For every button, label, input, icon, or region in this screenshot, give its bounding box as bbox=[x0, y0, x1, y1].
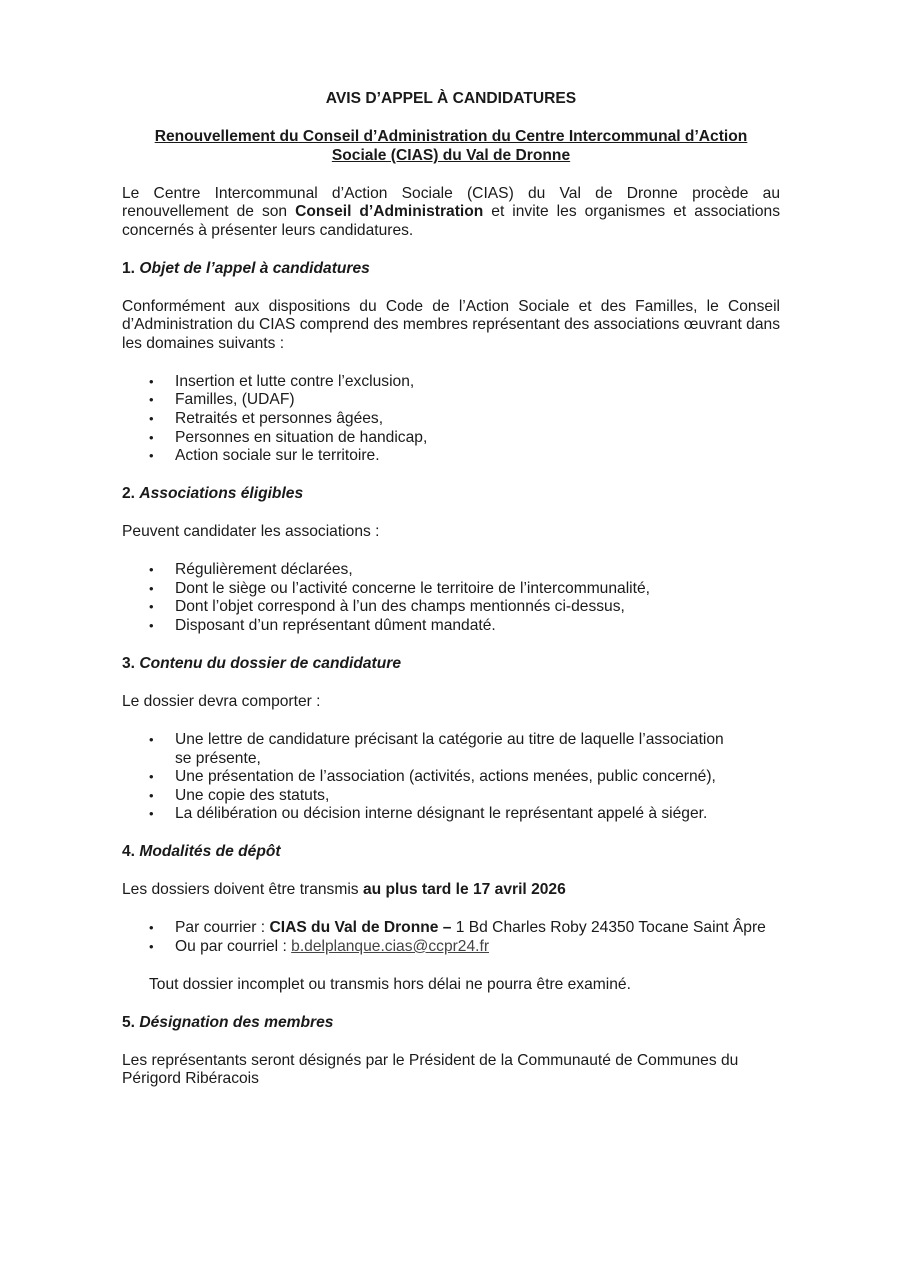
section-2-list bbox=[122, 561, 780, 635]
submission-methods bbox=[122, 919, 780, 956]
section-title: Contenu du dossier de candidature bbox=[139, 654, 402, 672]
intro-text-end: et invite les organismes et associations concernés à présenter leurs candidatures. bbox=[122, 203, 780, 239]
list-item: • Une copie des statuts, bbox=[122, 787, 780, 806]
section-1-heading bbox=[122, 260, 780, 279]
mail-address: 1 Bd Charles Roby 24350 Tocane Saint Âpre bbox=[455, 919, 766, 937]
section-3-text: Le dossier devra comporter : bbox=[122, 692, 321, 710]
section-number: 1. bbox=[122, 259, 140, 277]
section-3-heading bbox=[122, 655, 780, 674]
section-number: 3. bbox=[122, 654, 140, 672]
section-number: 5. bbox=[122, 1013, 140, 1031]
list-item: • Personnes en situation de handicap, bbox=[122, 429, 780, 448]
email-label: Ou par courriel : bbox=[175, 937, 292, 955]
list-item: • Dont l’objet correspond à l’un des champs mentionnés ci-dessus, bbox=[122, 598, 780, 617]
list-item: • Une lettre de candidature précisant la catégorie au titre de laquelle l’association se présente, bbox=[122, 731, 780, 768]
list-item: • Action sociale sur le territoire. bbox=[122, 447, 780, 466]
deadline-lead: Les dossiers doivent être transmis bbox=[122, 881, 363, 899]
section-2-heading bbox=[122, 485, 780, 504]
section-5-text: Les représentants seront désignés par le Président de la Communauté de Communes du Périgord Ribéracois bbox=[122, 1051, 739, 1088]
deadline-date: au plus tard le 17 avril 2026 bbox=[362, 881, 566, 899]
late-submission-note: Tout dossier incomplet ou transmis hors délai ne pourra être examiné. bbox=[149, 975, 631, 993]
section-title: Associations éligibles bbox=[139, 485, 304, 503]
section-title: Objet de l’appel à candidatures bbox=[139, 259, 370, 277]
list-item: • Une présentation de l’association (activités, actions menées, public concerné), bbox=[122, 768, 780, 787]
list-item-email bbox=[122, 938, 780, 957]
section-1-text: Conformément aux dispositions du Code de l’Action Sociale et des Familles, le Conseil d’Administration du CIAS comprend des membres représentant des associations œuvrant dans les domaines suivants : bbox=[122, 297, 780, 352]
section-title: Modalités de dépôt bbox=[139, 843, 281, 861]
section-1-list bbox=[122, 373, 780, 466]
section-5-heading bbox=[122, 1014, 780, 1033]
section-3-list bbox=[122, 731, 780, 824]
list-item: • Disposant d’un représentant dûment mandaté. bbox=[122, 617, 780, 636]
document-subtitle: Renouvellement du Conseil d’Administration du Centre Intercommunal d’Action Sociale (CIAS) du Val de Dronne bbox=[154, 127, 748, 164]
intro-paragraph bbox=[122, 185, 780, 241]
section-2-text: Peuvent candidater les associations : bbox=[122, 523, 380, 541]
document-title: AVIS D’APPEL À CANDIDATURES bbox=[325, 90, 577, 107]
deadline-text bbox=[122, 881, 780, 900]
section-number: 2. bbox=[122, 485, 140, 503]
list-item: • Retraités et personnes âgées, bbox=[122, 410, 780, 429]
mail-label: Par courrier : bbox=[175, 919, 270, 937]
section-4-heading bbox=[122, 843, 780, 862]
mail-recipient: CIAS du Val de Dronne – bbox=[269, 919, 456, 937]
list-item-mail bbox=[122, 919, 780, 938]
intro-bold: Conseil d’Administration bbox=[295, 203, 484, 221]
document-page bbox=[122, 90, 780, 1108]
section-number: 4. bbox=[122, 843, 140, 861]
list-item: • La délibération ou décision interne désignant le représentant appelé à siéger. bbox=[122, 805, 780, 824]
list-item: • Insertion et lutte contre l’exclusion, bbox=[122, 373, 780, 392]
list-item: • Dont le siège ou l’activité concerne le territoire de l’intercommunalité, bbox=[122, 580, 780, 599]
intro-text: Le Centre Intercommunal d’Action Sociale (CIAS) du Val de Dronne procède au renouvellement de son bbox=[122, 184, 780, 221]
section-title: Désignation des membres bbox=[139, 1013, 334, 1031]
email-link[interactable]: b.delplanque.cias@ccpr24.fr bbox=[291, 937, 490, 955]
list-item: • Familles, (UDAF) bbox=[122, 391, 780, 410]
list-item: • Régulièrement déclarées, bbox=[122, 561, 780, 580]
